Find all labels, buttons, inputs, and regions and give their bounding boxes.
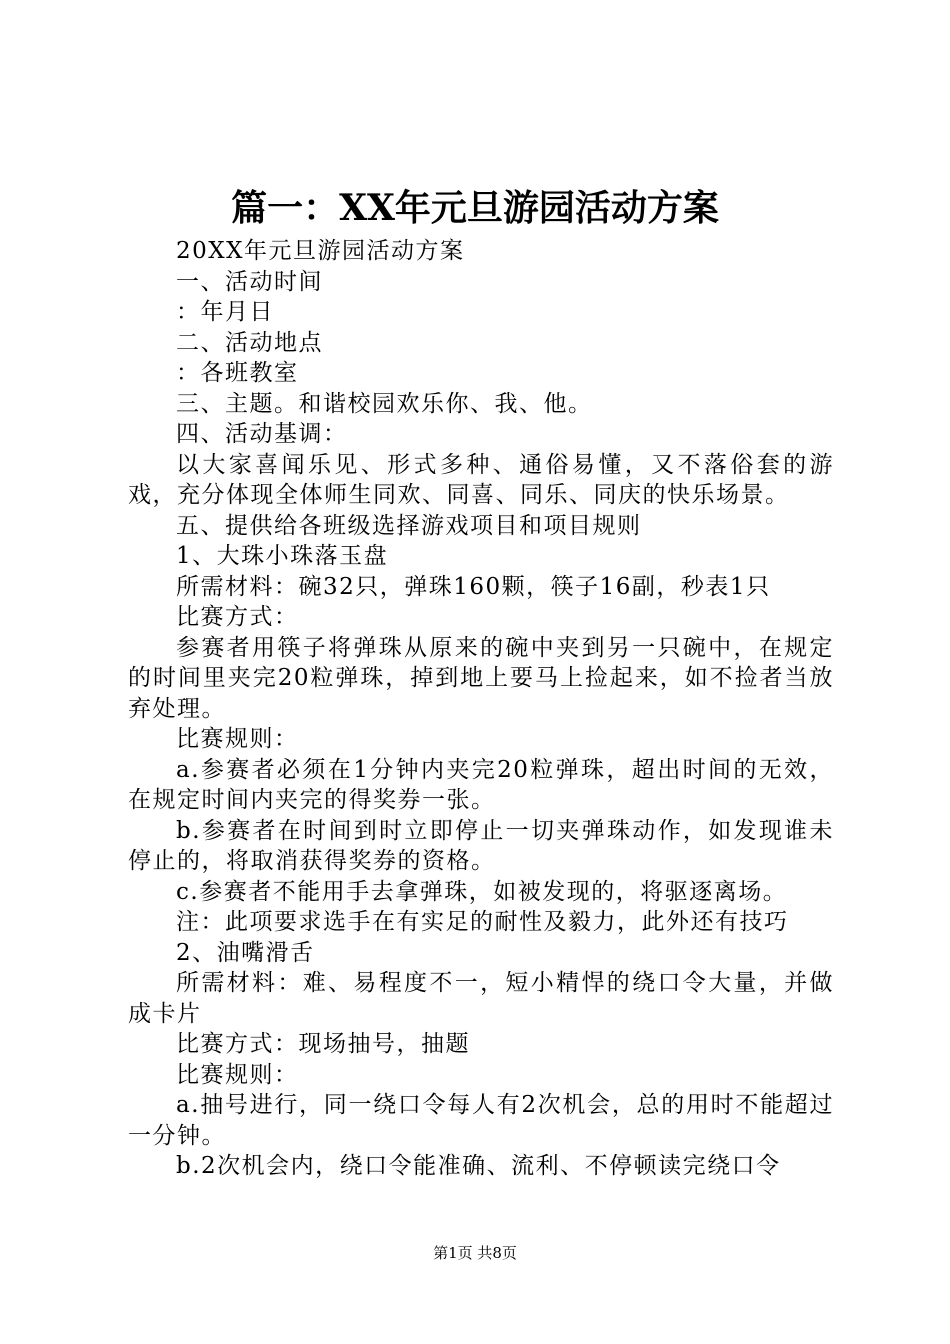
- paragraph: 20XX年元旦游园活动方案: [176, 238, 465, 264]
- paragraph: 比赛规则：: [176, 726, 299, 752]
- paragraph: 一、活动时间: [176, 268, 323, 295]
- paragraph: c.参赛者不能用手去拿弹珠，如被发现的，将驱逐离场。: [176, 878, 788, 905]
- paragraph: a.抽号进行，同一绕口令每人有2次机会，总的用时不能超过一分钟。: [128, 1092, 834, 1149]
- paragraph: 二、活动地点: [176, 329, 323, 356]
- paragraph: 比赛方式：: [176, 604, 299, 630]
- paragraph: 三、主题。和谐校园欢乐你、我、他。: [176, 390, 593, 417]
- page-title: 篇一：XX年元旦游园活动方案: [231, 187, 719, 229]
- paragraph: ：年月日: [176, 299, 274, 325]
- paragraph: 1、大珠小珠落玉盘: [176, 543, 389, 569]
- paragraph: 比赛规则：: [176, 1061, 299, 1088]
- paragraph: 2、油嘴滑舌: [176, 939, 315, 966]
- paragraph: b.2次机会内，绕口令能准确、流利、不停顿读完绕口令: [176, 1153, 781, 1179]
- paragraph: 注：此项要求选手在有实足的耐性及毅力，此外还有技巧: [176, 909, 789, 935]
- paragraph: b.参赛者在时间到时立即停止一切夹弹珠动作，如发现谁未停止的，将取消获得奖券的资格。: [128, 817, 834, 874]
- paragraph: a.参赛者必须在1分钟内夹完20粒弹珠，超出时间的无效，在规定时间内夹完的得奖券一张。: [128, 756, 834, 813]
- paragraph: 所需材料：难、易程度不一，短小精悍的绕口令大量，并做成卡片: [128, 970, 834, 1027]
- page-footer: 第1页 共8页: [433, 1244, 517, 1262]
- document-body: [128, 236, 834, 1182]
- paragraph: 四、活动基调：: [176, 421, 348, 447]
- paragraph: ：各班教室: [176, 360, 299, 386]
- paragraph: 五、提供给各班级选择游戏项目和项目规则: [176, 512, 642, 539]
- paragraph: 参赛者用筷子将弹珠从原来的碗中夹到另一只碗中，在规定的时间里夹完20粒弹珠，掉到地上要马上捡起来，如不捡者当放弃处理。: [128, 634, 834, 722]
- paragraph: 以大家喜闻乐见、形式多种、通俗易懂，又不落俗套的游戏，充分体现全体师生同欢、同喜、同乐、同庆的快乐场景。: [128, 451, 834, 508]
- paragraph: 所需材料：碗32只，弹珠160颗，筷子16副，秒表1只: [176, 573, 771, 600]
- paragraph: 比赛方式：现场抽号，抽题: [176, 1031, 470, 1057]
